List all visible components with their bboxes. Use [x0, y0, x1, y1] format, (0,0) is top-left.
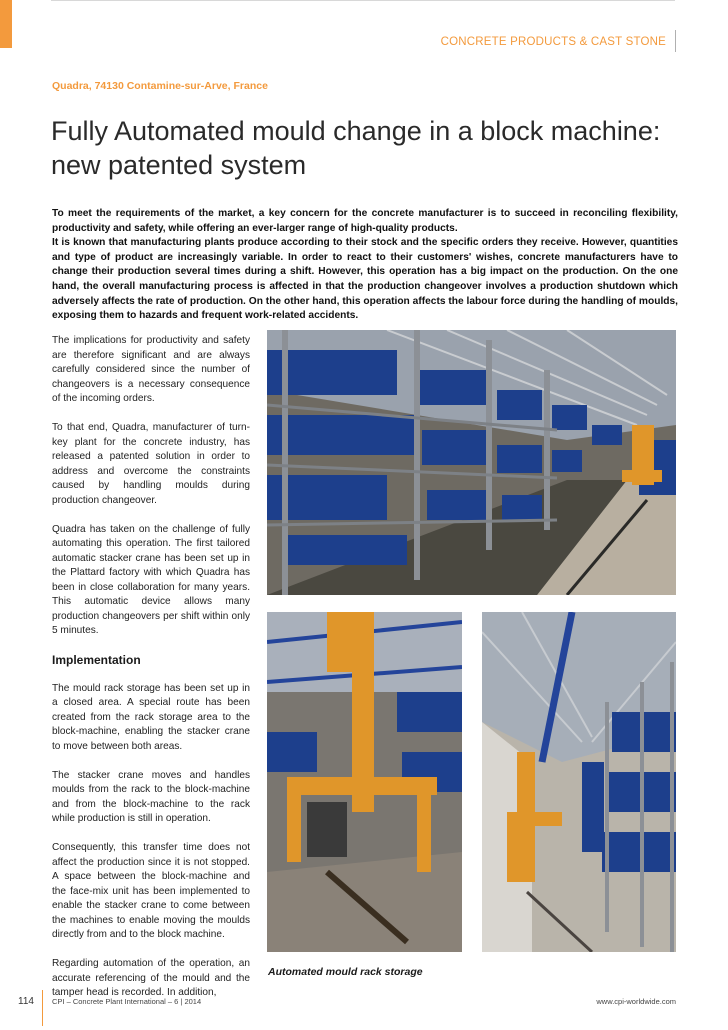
top-rule — [51, 0, 675, 1]
footer-publication: CPI – Concrete Plant International – 6 | 2014 — [52, 997, 202, 1006]
footer-website[interactable]: www.cpi-worldwide.com — [596, 997, 676, 1006]
photo-rack-storage-aisle — [267, 330, 676, 595]
body-paragraph: The mould rack storage has been set up in a closed area. A special route has been created from the rack storage area to the block-machine, enabling the stacker crane to move between both areas. — [52, 682, 250, 752]
body-paragraph: Quadra has taken on the challenge of fully automating this operation. The first tailored automatic stacker crane has been set up in the Plattard factory with which Quadra has been in close collaboration for many years. This automatic device allows many production changeovers per shift within only 5 minutes. — [52, 523, 250, 636]
body-paragraph: The stacker crane moves and handles moulds from the rack to the block-machine and from the block-machine to the rack while production is still in operation. — [52, 769, 250, 824]
accent-tab — [0, 0, 12, 48]
photo-caption: Automated mould rack storage — [268, 966, 423, 978]
body-column — [52, 334, 250, 1015]
title-line-1: Fully Automated mould change in a block machine: — [51, 116, 661, 146]
lead-paragraph-2: It is known that manufacturing plants produce according to their stock and the specific orders they receive. However, quantities and type of product are increasingly variable. In order to react to their customers' wishes, concrete manufacturers have to change their production several times during a shift. However, this operation has a big impact on the production. On the one hand, the overall manufacturing process is affected in that the production changeover involves a production shutdown which adversely affects the rate of production. On the other hand, this operation affects the labour force during the handling of moulds, exposing them to hazards and frequent work-related accidents. — [52, 237, 678, 322]
title-line-2: new patented system — [51, 150, 307, 180]
body-paragraph: Consequently, this transfer time does not affect the production since it is not stopped. A space between the block-machine and the face-mix unit has been implemented to enable the stacker crane to come between the machines to enable moving the moulds directly from and to the block machine. — [52, 842, 250, 940]
photo-crane-long-aisle — [482, 612, 676, 952]
section-divider — [675, 30, 676, 52]
article-title — [51, 114, 691, 182]
lead-paragraph-1: To meet the requirements of the market, a key concern for the concrete manufacturer is to succeed in reconciling flexibility, productivity and safety, while offering an ever-larger range of high-quality products. — [52, 208, 678, 234]
article-dateline: Quadra, 74130 Contamine-sur-Arve, France — [52, 80, 268, 92]
body-paragraph: The implications for productivity and safety are therefore significant and are always carefully considered since the number of changeovers is a necessary consequence of the incoming orders. — [52, 335, 250, 404]
article-lead — [52, 207, 678, 324]
section-subhead: Implementation — [52, 653, 141, 667]
body-paragraph: To that end, Quadra, manufacturer of turn-key plant for the concrete industry, has released a patented solution in order to address and overcome the constraints caused by handling moulds during production changeover. — [52, 422, 250, 506]
page-number: 114 — [18, 996, 34, 1007]
photo-stacker-crane-closeup — [267, 612, 462, 952]
footer-rule — [42, 990, 43, 1026]
body-paragraph: Regarding automation of the operation, an accurate referencing of the mould and the tamper head is recorded. In addition, — [52, 958, 250, 998]
section-label: CONCRETE PRODUCTS & CAST STONE — [440, 36, 666, 48]
